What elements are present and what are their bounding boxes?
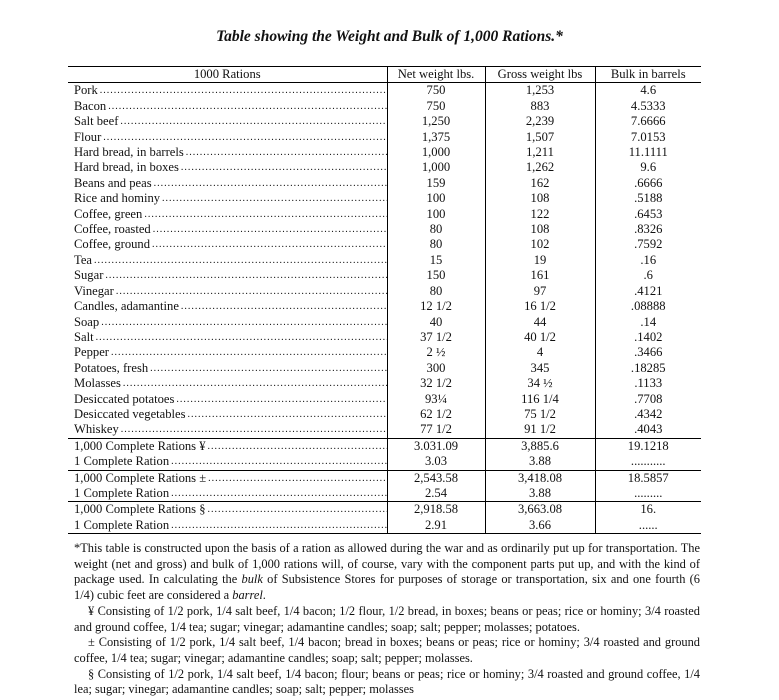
item-label: Hard bread, in boxes bbox=[74, 160, 179, 175]
table-row bbox=[68, 392, 701, 407]
bulk-cell: .6666 bbox=[595, 176, 701, 191]
item-cell bbox=[68, 345, 387, 360]
dot-leader bbox=[208, 471, 386, 486]
bulk-cell: .4043 bbox=[595, 422, 701, 438]
item-label: Salt bbox=[74, 329, 94, 344]
item-cell bbox=[68, 422, 387, 438]
gross-weight-cell: 1,211 bbox=[485, 145, 595, 160]
item-label: Whiskey bbox=[74, 422, 119, 437]
bulk-cell: .6453 bbox=[595, 207, 701, 222]
total-gross-cell: 3,418.08 bbox=[485, 470, 595, 486]
table-row bbox=[68, 284, 701, 299]
item-label: Coffee, ground bbox=[74, 237, 151, 252]
dot-leader bbox=[120, 114, 386, 129]
net-weight-cell: 32 1/2 bbox=[387, 376, 485, 391]
item-cell bbox=[68, 83, 387, 99]
item-cell bbox=[68, 237, 387, 252]
column-header-gross-weight: Gross weight lbs bbox=[485, 67, 595, 83]
gross-weight-cell: 345 bbox=[485, 361, 595, 376]
total-item-cell bbox=[68, 438, 387, 454]
single-net-cell: 3.03 bbox=[387, 454, 485, 470]
single-gross-cell: 3.88 bbox=[485, 486, 595, 502]
table-row bbox=[68, 160, 701, 175]
net-weight-cell: 1,000 bbox=[387, 160, 485, 175]
dot-leader bbox=[208, 439, 387, 454]
table-row bbox=[68, 422, 701, 438]
item-label: Molasses bbox=[74, 376, 121, 391]
column-header-rations: 1000 Rations bbox=[68, 67, 387, 83]
item-cell bbox=[68, 99, 387, 114]
single-item-cell bbox=[68, 454, 387, 470]
item-label: Pork bbox=[74, 83, 98, 98]
item-label: Rice and hominy bbox=[74, 191, 161, 206]
item-cell bbox=[68, 207, 387, 222]
item-label: 1,000 Complete Rations ¥ bbox=[74, 438, 206, 453]
gross-weight-cell: 116 1/4 bbox=[485, 392, 595, 407]
net-weight-cell: 80 bbox=[387, 284, 485, 299]
net-weight-cell: 15 bbox=[387, 253, 485, 268]
item-label: 1,000 Complete Rations § bbox=[74, 502, 206, 517]
net-weight-cell: 77 1/2 bbox=[387, 422, 485, 438]
table-row bbox=[68, 299, 701, 314]
net-weight-cell: 100 bbox=[387, 207, 485, 222]
item-cell bbox=[68, 191, 387, 206]
table-row bbox=[68, 191, 701, 206]
table-row bbox=[68, 145, 701, 160]
gross-weight-cell: 40 1/2 bbox=[485, 330, 595, 345]
dot-leader bbox=[144, 207, 386, 222]
item-label: Pepper bbox=[74, 345, 109, 360]
bulk-cell: 4.6 bbox=[595, 83, 701, 99]
dot-leader bbox=[105, 268, 386, 283]
item-cell bbox=[68, 392, 387, 407]
bulk-cell: .1402 bbox=[595, 330, 701, 345]
item-cell bbox=[68, 253, 387, 268]
item-label: 1 Complete Ration bbox=[74, 454, 170, 469]
table-row bbox=[68, 345, 701, 360]
dot-leader bbox=[154, 176, 387, 191]
gross-weight-cell: 883 bbox=[485, 99, 595, 114]
item-label: Soap bbox=[74, 314, 100, 329]
dot-leader bbox=[181, 299, 387, 314]
table-row bbox=[68, 361, 701, 376]
gross-weight-cell: 91 1/2 bbox=[485, 422, 595, 438]
single-net-cell: 2.91 bbox=[387, 518, 485, 534]
net-weight-cell: 150 bbox=[387, 268, 485, 283]
total-gross-cell: 3,663.08 bbox=[485, 502, 595, 518]
dot-leader bbox=[94, 253, 387, 268]
bulk-cell: .16 bbox=[595, 253, 701, 268]
bulk-cell: 7.6666 bbox=[595, 114, 701, 129]
bulk-cell: .3466 bbox=[595, 345, 701, 360]
table-header-row bbox=[68, 67, 701, 83]
dot-leader bbox=[153, 222, 387, 237]
footnote-section: § Consisting of 1/2 pork, 1/4 salt beef, 1/4 bacon; flour; beans or peas; rice or hominy; 3/4 roasted and ground coffee, 1/4 lea; sugar; vinegar; adamantine candles; soap; salt; pepper; molasses bbox=[74, 666, 700, 697]
total-net-cell: 2,543.58 bbox=[387, 470, 485, 486]
bulk-cell: .7592 bbox=[595, 237, 701, 252]
item-label: Salt beef bbox=[74, 114, 119, 129]
dot-leader bbox=[162, 191, 386, 206]
table-row bbox=[68, 315, 701, 330]
total-gross-cell: 3,885.6 bbox=[485, 438, 595, 454]
item-cell bbox=[68, 407, 387, 422]
table-row bbox=[68, 237, 701, 252]
gross-weight-cell: 1,253 bbox=[485, 83, 595, 99]
rations-table bbox=[68, 66, 701, 534]
single-ration-row bbox=[68, 518, 701, 534]
dot-leader bbox=[111, 345, 387, 360]
bulk-cell: .4342 bbox=[595, 407, 701, 422]
single-item-cell bbox=[68, 486, 387, 502]
page-title: Table showing the Weight and Bulk of 1,000 Rations.* bbox=[216, 28, 563, 45]
dot-leader bbox=[123, 376, 387, 391]
total-bulk-cell: 18.5857 bbox=[595, 470, 701, 486]
item-cell bbox=[68, 330, 387, 345]
total-bulk-cell: 19.1218 bbox=[595, 438, 701, 454]
bulk-cell: .7708 bbox=[595, 392, 701, 407]
single-gross-cell: 3.88 bbox=[485, 454, 595, 470]
table-row bbox=[68, 130, 701, 145]
net-weight-cell: 750 bbox=[387, 99, 485, 114]
item-label: Desiccated vegetables bbox=[74, 406, 186, 421]
gross-weight-cell: 1,507 bbox=[485, 130, 595, 145]
bulk-cell: .14 bbox=[595, 315, 701, 330]
net-weight-cell: 37 1/2 bbox=[387, 330, 485, 345]
footnote-main: *This table is constructed upon the basis of a ration as allowed during the war and as ordinarily put up for transportation. The weight (net and gross) and bulk of 1,000 rations will, of course, vary with the component parts put up, and with the kind of package used. In calculating the bulk of Subsistence Stores for purposes of storage or transportation, six and one fourth (6 1/4) cubic feet are considered a barrel. bbox=[74, 541, 700, 603]
net-weight-cell: 1,375 bbox=[387, 130, 485, 145]
net-weight-cell: 1,250 bbox=[387, 114, 485, 129]
table-row bbox=[68, 207, 701, 222]
bulk-cell: .4121 bbox=[595, 284, 701, 299]
net-weight-cell: 100 bbox=[387, 191, 485, 206]
total-bulk-cell: 16. bbox=[595, 502, 701, 518]
net-weight-cell: 93¼ bbox=[387, 392, 485, 407]
net-weight-cell: 750 bbox=[387, 83, 485, 99]
item-cell bbox=[68, 268, 387, 283]
single-ration-row bbox=[68, 486, 701, 502]
item-cell bbox=[68, 114, 387, 129]
item-label: Desiccated potatoes bbox=[74, 391, 175, 406]
table-row bbox=[68, 268, 701, 283]
table-row bbox=[68, 83, 701, 99]
item-cell bbox=[68, 176, 387, 191]
dot-leader bbox=[188, 407, 387, 422]
single-bulk-cell: ...... bbox=[595, 518, 701, 534]
total-net-cell: 2,918.58 bbox=[387, 502, 485, 518]
item-cell bbox=[68, 284, 387, 299]
net-weight-cell: 62 1/2 bbox=[387, 407, 485, 422]
dot-leader bbox=[171, 454, 386, 469]
net-weight-cell: 1,000 bbox=[387, 145, 485, 160]
bulk-cell: 7.0153 bbox=[595, 130, 701, 145]
bulk-cell: .18285 bbox=[595, 361, 701, 376]
bulk-cell: .08888 bbox=[595, 299, 701, 314]
dot-leader bbox=[101, 315, 386, 330]
item-label: Vinegar bbox=[74, 283, 114, 298]
gross-weight-cell: 44 bbox=[485, 315, 595, 330]
gross-weight-cell: 108 bbox=[485, 191, 595, 206]
table-row bbox=[68, 99, 701, 114]
single-item-cell bbox=[68, 518, 387, 534]
item-cell bbox=[68, 361, 387, 376]
bulk-cell: .1133 bbox=[595, 376, 701, 391]
dot-leader bbox=[176, 392, 386, 407]
dot-leader bbox=[116, 284, 387, 299]
column-header-bulk: Bulk in barrels bbox=[595, 67, 701, 83]
table-row bbox=[68, 253, 701, 268]
item-label: Flour bbox=[74, 129, 102, 144]
column-header-net-weight: Net weight lbs. bbox=[387, 67, 485, 83]
table-row bbox=[68, 407, 701, 422]
dot-leader bbox=[171, 486, 386, 501]
single-gross-cell: 3.66 bbox=[485, 518, 595, 534]
dot-leader bbox=[186, 145, 387, 160]
dot-leader bbox=[103, 130, 386, 145]
dot-leader bbox=[150, 361, 386, 376]
dot-leader bbox=[152, 237, 386, 252]
table-row bbox=[68, 114, 701, 129]
gross-weight-cell: 97 bbox=[485, 284, 595, 299]
item-label: Potatoes, fresh bbox=[74, 360, 149, 375]
gross-weight-cell: 161 bbox=[485, 268, 595, 283]
item-cell bbox=[68, 299, 387, 314]
item-label: Hard bread, in barrels bbox=[74, 145, 184, 160]
dot-leader bbox=[121, 422, 387, 437]
item-label: Tea bbox=[74, 252, 92, 267]
single-bulk-cell: ........... bbox=[595, 454, 701, 470]
footnotes bbox=[74, 541, 700, 698]
item-cell bbox=[68, 145, 387, 160]
item-label: Beans and peas bbox=[74, 175, 152, 190]
dot-leader bbox=[171, 518, 386, 533]
table-row bbox=[68, 330, 701, 345]
item-label: 1 Complete Ration bbox=[74, 485, 170, 500]
item-label: 1 Complete Ration bbox=[74, 517, 170, 532]
bulk-cell: 9.6 bbox=[595, 160, 701, 175]
gross-weight-cell: 102 bbox=[485, 237, 595, 252]
item-label: Candles, adamantine bbox=[74, 299, 179, 314]
gross-weight-cell: 108 bbox=[485, 222, 595, 237]
footnote-yen: ¥ Consisting of 1/2 pork, 1/4 salt beef, 1/4 bacon; 1/2 flour, 1/2 bread, in boxes; beans or peas; rice or hominy; 3/4 roasted and ground coffee, 1/4 tea; sugar; vinegar; adamantine candles; soap; salt; pepper; molasses; potatoes. bbox=[74, 603, 700, 634]
gross-weight-cell: 1,262 bbox=[485, 160, 595, 175]
gross-weight-cell: 19 bbox=[485, 253, 595, 268]
item-cell bbox=[68, 315, 387, 330]
dot-leader bbox=[96, 330, 387, 345]
table-row bbox=[68, 376, 701, 391]
totals-row bbox=[68, 438, 701, 454]
single-bulk-cell: ......... bbox=[595, 486, 701, 502]
table-row bbox=[68, 176, 701, 191]
single-net-cell: 2.54 bbox=[387, 486, 485, 502]
gross-weight-cell: 4 bbox=[485, 345, 595, 360]
gross-weight-cell: 2,239 bbox=[485, 114, 595, 129]
dot-leader bbox=[181, 160, 387, 175]
net-weight-cell: 80 bbox=[387, 222, 485, 237]
item-label: Coffee, roasted bbox=[74, 222, 151, 237]
totals-row bbox=[68, 502, 701, 518]
dot-leader bbox=[100, 83, 387, 98]
bulk-cell: .5188 bbox=[595, 191, 701, 206]
total-net-cell: 3.031.09 bbox=[387, 438, 485, 454]
item-cell bbox=[68, 160, 387, 175]
net-weight-cell: 40 bbox=[387, 315, 485, 330]
net-weight-cell: 2 ½ bbox=[387, 345, 485, 360]
total-item-cell bbox=[68, 470, 387, 486]
bulk-cell: 11.1111 bbox=[595, 145, 701, 160]
item-cell bbox=[68, 130, 387, 145]
single-ration-row bbox=[68, 454, 701, 470]
item-cell bbox=[68, 222, 387, 237]
table-row bbox=[68, 222, 701, 237]
gross-weight-cell: 162 bbox=[485, 176, 595, 191]
item-label: Bacon bbox=[74, 98, 107, 113]
net-weight-cell: 80 bbox=[387, 237, 485, 252]
bulk-cell: .6 bbox=[595, 268, 701, 283]
total-item-cell bbox=[68, 502, 387, 518]
gross-weight-cell: 16 1/2 bbox=[485, 299, 595, 314]
item-label: Sugar bbox=[74, 268, 104, 283]
net-weight-cell: 12 1/2 bbox=[387, 299, 485, 314]
item-label: Coffee, green bbox=[74, 206, 143, 221]
dot-leader bbox=[208, 502, 387, 517]
totals-row bbox=[68, 470, 701, 486]
item-label: 1,000 Complete Rations ± bbox=[74, 470, 207, 485]
bulk-cell: .8326 bbox=[595, 222, 701, 237]
net-weight-cell: 159 bbox=[387, 176, 485, 191]
gross-weight-cell: 122 bbox=[485, 207, 595, 222]
footnote-plusminus: ± Consisting of 1/2 pork, 1/4 salt beef, 1/4 bacon; bread in boxes; beans or peas; rice or hominy; 3/4 roasted and ground coffee, 1/4 tea; sugar; vinegar; adamantine candles; soap; salt; pepper; molasses. bbox=[74, 635, 700, 665]
dot-leader bbox=[108, 99, 386, 114]
item-cell bbox=[68, 376, 387, 391]
net-weight-cell: 300 bbox=[387, 361, 485, 376]
gross-weight-cell: 34 ½ bbox=[485, 376, 595, 391]
gross-weight-cell: 75 1/2 bbox=[485, 407, 595, 422]
bulk-cell: 4.5333 bbox=[595, 99, 701, 114]
